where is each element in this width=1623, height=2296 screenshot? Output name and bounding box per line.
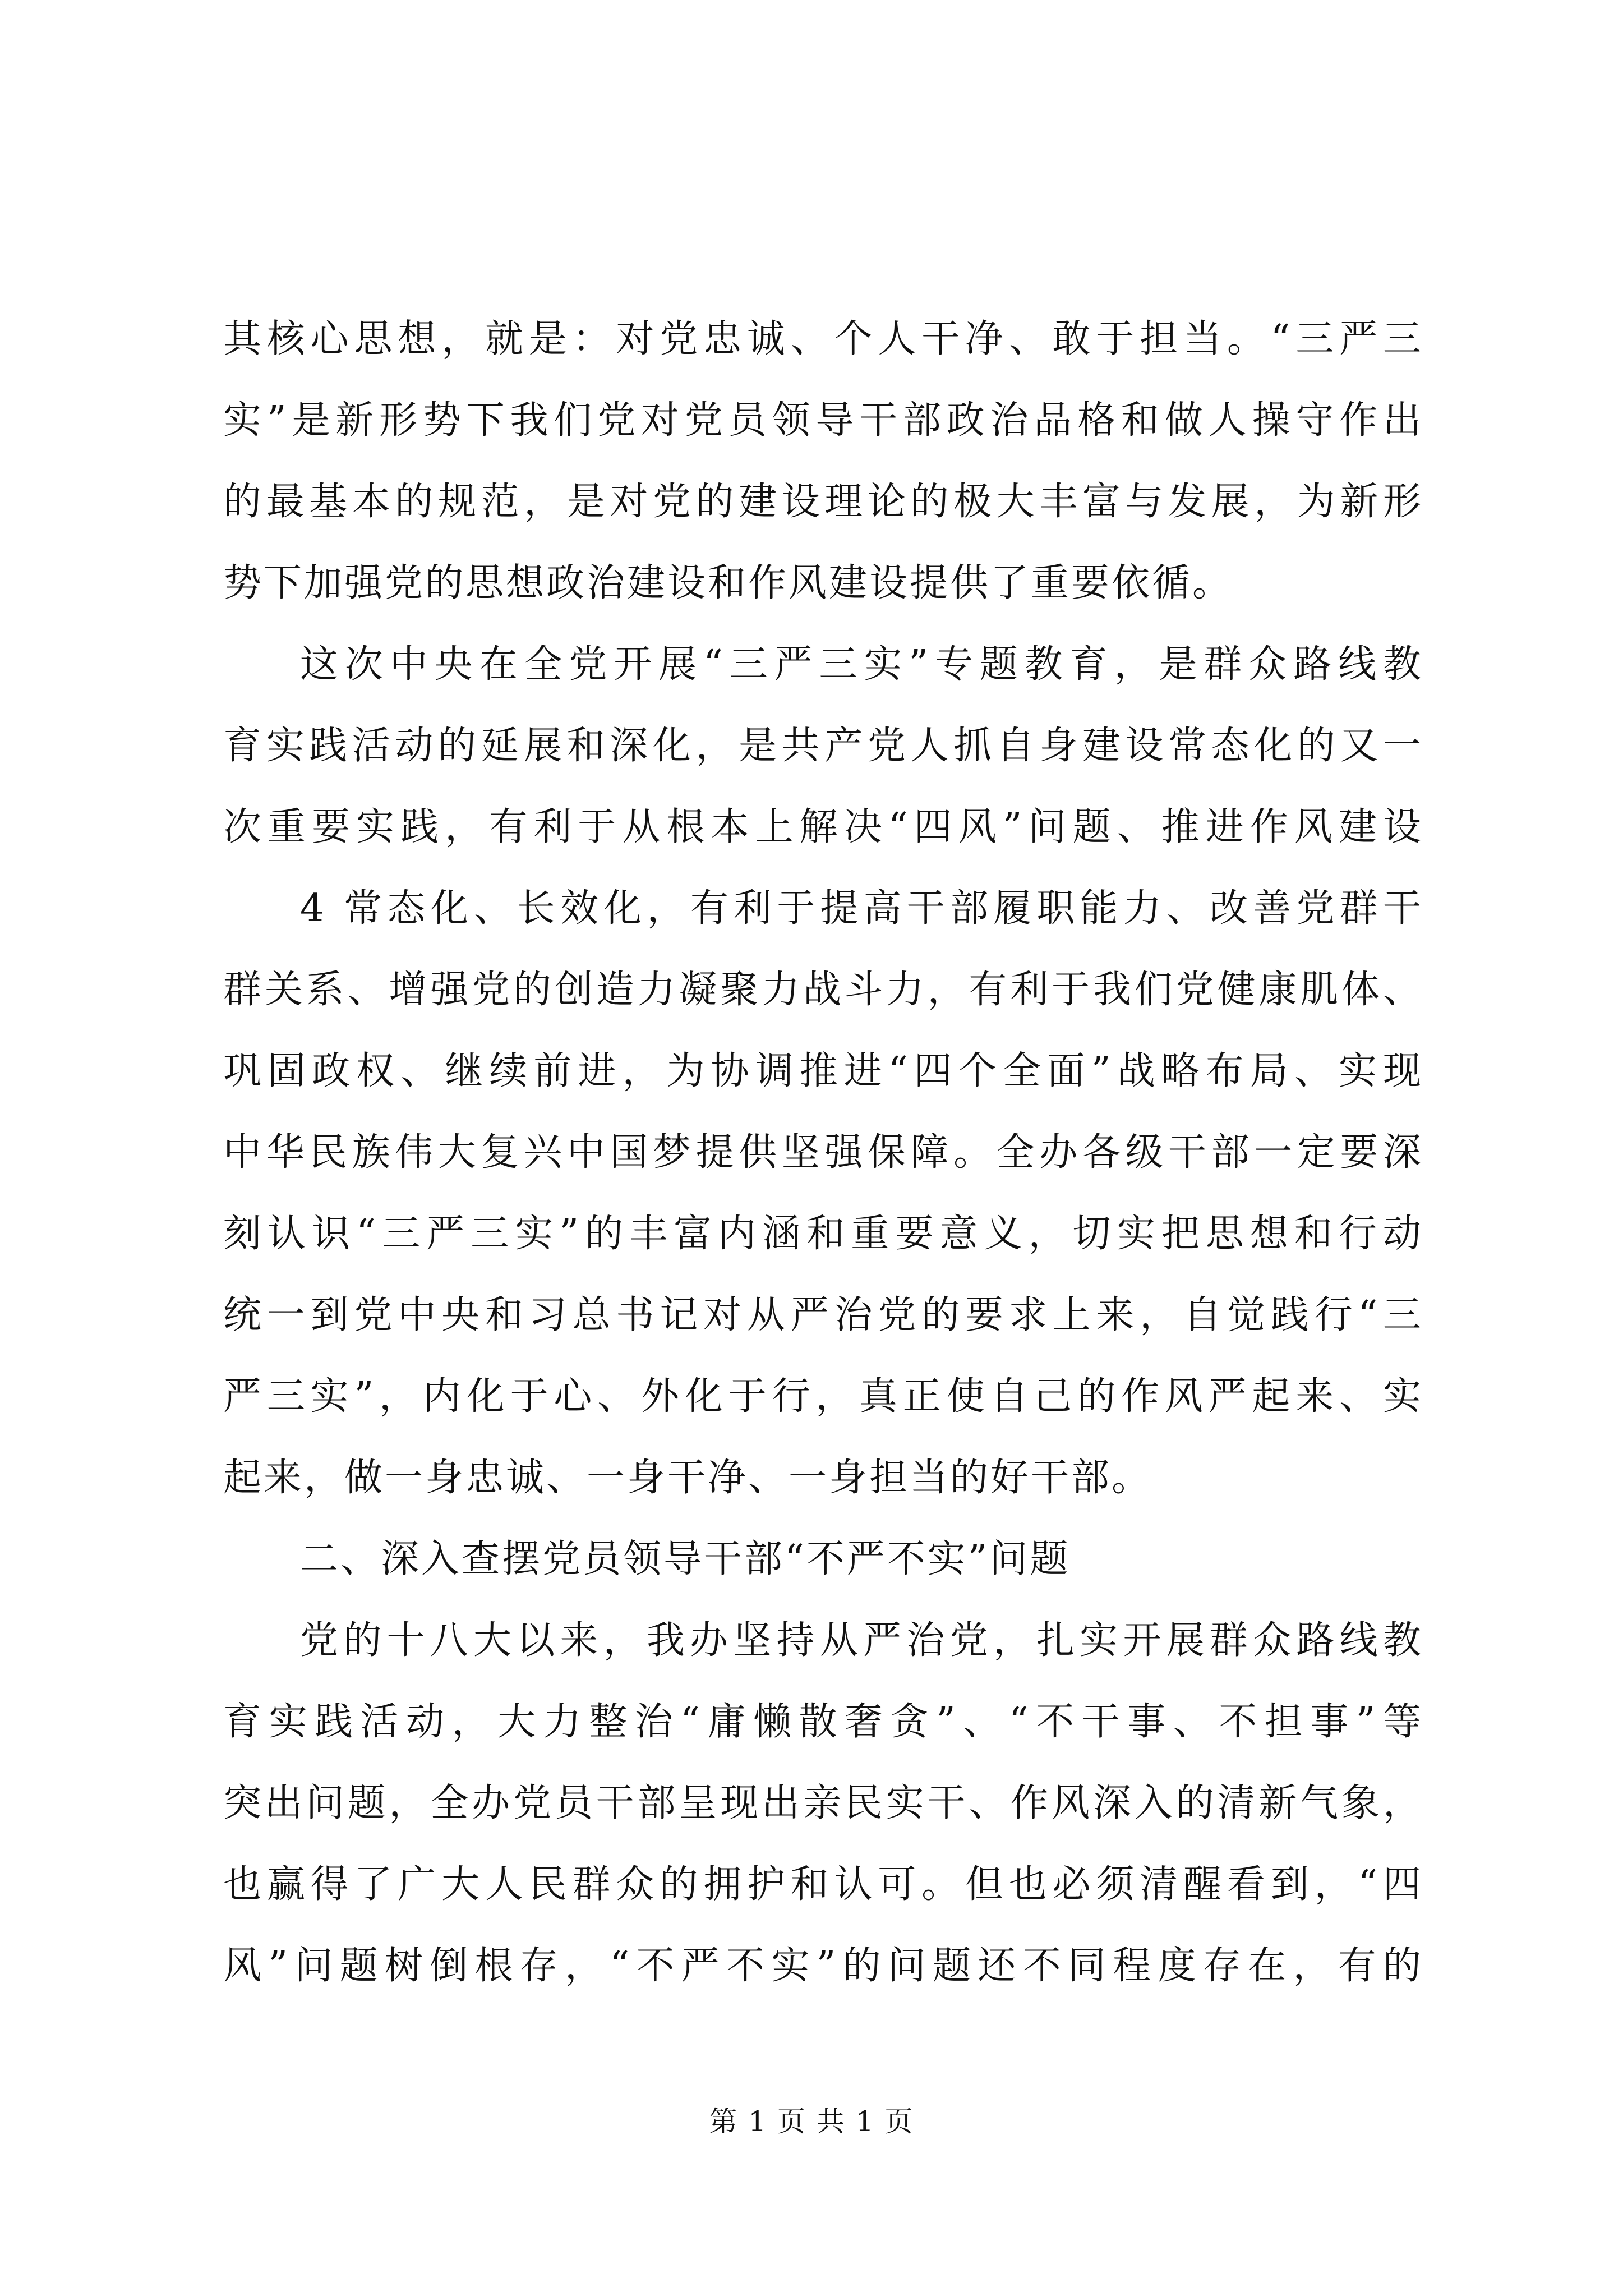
text-line-2: 实”是新形势下我们党对党员领导干部政治品格和做人操守作出 [223,398,1423,443]
text-line-21: 风”问题树倒根存，“不严不实”的问题还不同程度存在，有的 [223,1944,1423,1988]
text-line-13: 统一到党中央和习总书记对从严治党的要求上来，自觉践行“三 [223,1293,1423,1337]
text-line-19: 突出问题，全办党员干部呈现出亲民实干、作风深入的清新气象， [223,1781,1423,1825]
text-line-12: 刻认识“三严三实”的丰富内涵和重要意义，切实把思想和行动 [223,1212,1423,1256]
text-line-1: 其核心思想，就是：对党忠诚、个人干净、敢于担当。“三严三 [223,317,1423,361]
text-line-5: 这次中央在全党开展“三严三实”专题教育，是群众路线教 [300,642,1423,687]
text-line-4: 势下加强党的思想政治建设和作风建设提供了重要依循。 [223,561,1233,605]
text-line-15: 起来，做一身忠诚、一身干净、一身担当的好干部。 [223,1456,1152,1500]
text-line-11: 中华民族伟大复兴中国梦提供坚强保障。全办各级干部一定要深 [223,1130,1423,1175]
text-line-18: 育实践活动，大力整治“庸懒散奢贪”、“不干事、不担事”等 [223,1700,1423,1744]
text-line-6: 育实践活动的延展和深化，是共产党人抓自身建设常态化的又一 [223,724,1423,768]
text-line-9: 群关系、增强党的创造力凝聚力战斗力，有利于我们党健康肌体、 [223,968,1423,1012]
text-line-17: 党的十八大以来，我办坚持从严治党，扎实开展群众路线教 [300,1618,1423,1663]
text-line-10: 巩固政权、继续前进，为协调推进“四个全面”战略布局、实现 [223,1049,1423,1093]
text-line-14: 严三实”，内化于心、外化于行，真正使自己的作风严起来、实 [223,1374,1423,1419]
text-line-7: 次重要实践，有利于从根本上解决“四风”问题、推进作风建设 [223,805,1423,849]
text-line-3: 的最基本的规范，是对党的建设理论的极大丰富与发展，为新形 [223,480,1423,524]
section-heading: 二、深入查摆党员领导干部“不严不实”问题 [300,1537,1071,1581]
text-line-20: 也赢得了广大人民群众的拥护和认可。但也必须清醒看到，“四 [223,1862,1423,1907]
text-line-8: 4 常态化、长效化，有利于提高干部履职能力、改善党群干 [300,886,1423,931]
page-footer: 第 1 页 共 1 页 [709,2105,914,2138]
